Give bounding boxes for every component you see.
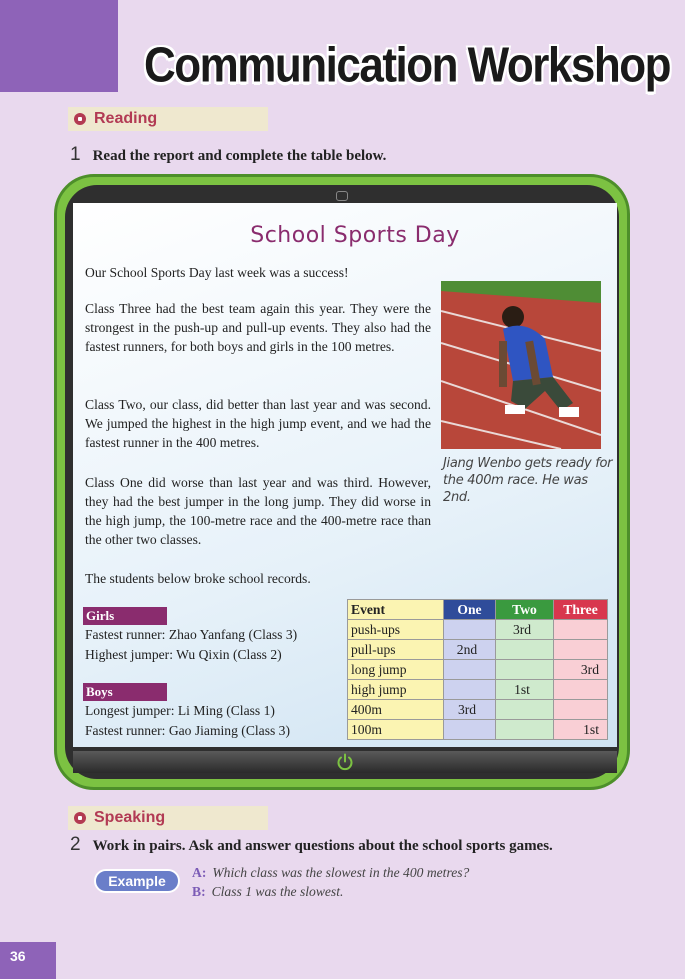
results-header-row <box>348 600 608 620</box>
report-paragraph-4: Class One did worse than last year and was third. However, they had the best jumper in the long jump. They did worse in the high jump, the 100-metre race and the 400-metre race than the other two classes. <box>85 475 431 547</box>
reading-label: Reading <box>94 110 158 127</box>
header-class-two: Two <box>496 600 554 620</box>
table-row <box>348 680 608 700</box>
boys-record-1: Longest jumper: Li Ming (Class 1) <box>85 703 275 718</box>
dialog-text: Class 1 was the slowest. <box>211 884 344 899</box>
header-class-three: Three <box>554 600 608 620</box>
result-cell[interactable] <box>444 720 496 740</box>
result-cell[interactable] <box>554 680 608 700</box>
boys-record-2: Fastest runner: Gao Jiaming (Class 3) <box>85 723 291 738</box>
tablet-frame <box>54 174 630 790</box>
result-cell[interactable]: 3rd <box>554 660 608 680</box>
girls-record-2: Highest jumper: Wu Qixin (Class 2) <box>85 647 282 662</box>
boys-label: Boys <box>83 683 167 701</box>
speaking-label: Speaking <box>94 809 166 826</box>
result-cell[interactable]: 3rd <box>496 620 554 640</box>
header-class-one: One <box>444 600 496 620</box>
result-cell[interactable] <box>496 640 554 660</box>
event-cell: 400m <box>348 700 444 720</box>
result-cell[interactable]: 3rd <box>444 700 496 720</box>
dialog-line-b <box>192 884 343 900</box>
report-paragraph-2: Class Three had the best team again this year. They were the strongest in the push-up and pull-up events. They also had the fastest runners, for both boys and girls in the 100 metres. <box>85 301 431 354</box>
reading-section-tag <box>68 107 268 131</box>
result-cell[interactable] <box>444 620 496 640</box>
page-title: Communication Workshop <box>144 38 670 93</box>
report-paragraph-3: Class Two, our class, did better than last year and was second. We jumped the highest in the high jump event, and we had the fastest runner in the 400 metres. <box>85 397 431 450</box>
report-paragraph-1: Our School Sports Day last week was a success! <box>85 265 349 280</box>
speaking-instruction <box>70 834 553 856</box>
dialog-line-a <box>192 865 469 881</box>
result-cell[interactable] <box>496 700 554 720</box>
event-cell: push-ups <box>348 620 444 640</box>
runner-photo <box>441 281 601 449</box>
dialog-speaker: B: <box>192 884 206 899</box>
instruction-number: 1 <box>70 144 81 165</box>
result-cell[interactable] <box>554 620 608 640</box>
result-cell[interactable] <box>496 720 554 740</box>
table-row <box>348 640 608 660</box>
instruction-text: Work in pairs. Ask and answer questions about the school sports games. <box>92 838 553 854</box>
power-icon[interactable] <box>336 753 354 771</box>
event-cell: high jump <box>348 680 444 700</box>
header-event: Event <box>348 600 444 620</box>
report-paragraph-5: The students below broke school records. <box>85 571 311 586</box>
table-row <box>348 620 608 640</box>
result-cell[interactable] <box>554 700 608 720</box>
bullet-icon <box>74 812 86 824</box>
tablet-screen <box>73 203 617 747</box>
girls-record-1: Fastest runner: Zhao Yanfang (Class 3) <box>85 627 298 642</box>
result-cell[interactable]: 1st <box>496 680 554 700</box>
report-title: School Sports Day <box>250 223 460 248</box>
event-cell: pull-ups <box>348 640 444 660</box>
tablet-bottom-bar <box>73 751 617 773</box>
event-cell: 100m <box>348 720 444 740</box>
event-cell: long jump <box>348 660 444 680</box>
table-row <box>348 700 608 720</box>
result-cell[interactable]: 2nd <box>444 640 496 660</box>
instruction-number: 2 <box>70 834 81 855</box>
bullet-icon <box>74 113 86 125</box>
photo-caption: Jiang Wenbo gets ready for the 400m race. He was 2nd. <box>443 456 613 505</box>
example-badge: Example <box>94 869 180 893</box>
dialog-text: Which class was the slowest in the 400 metres? <box>212 865 470 880</box>
page-number: 36 <box>0 942 56 979</box>
speaking-section-tag <box>68 806 268 830</box>
result-cell[interactable] <box>554 640 608 660</box>
girls-label: Girls <box>83 607 167 625</box>
result-cell[interactable] <box>496 660 554 680</box>
instruction-text: Read the report and complete the table below. <box>92 148 387 164</box>
result-cell[interactable] <box>444 660 496 680</box>
dialog-speaker: A: <box>192 865 207 880</box>
result-cell[interactable] <box>444 680 496 700</box>
result-cell[interactable]: 1st <box>554 720 608 740</box>
camera-icon <box>336 191 348 201</box>
table-row <box>348 720 608 740</box>
corner-decoration <box>0 0 118 92</box>
results-table <box>347 599 608 740</box>
reading-instruction <box>70 144 386 166</box>
table-row <box>348 660 608 680</box>
